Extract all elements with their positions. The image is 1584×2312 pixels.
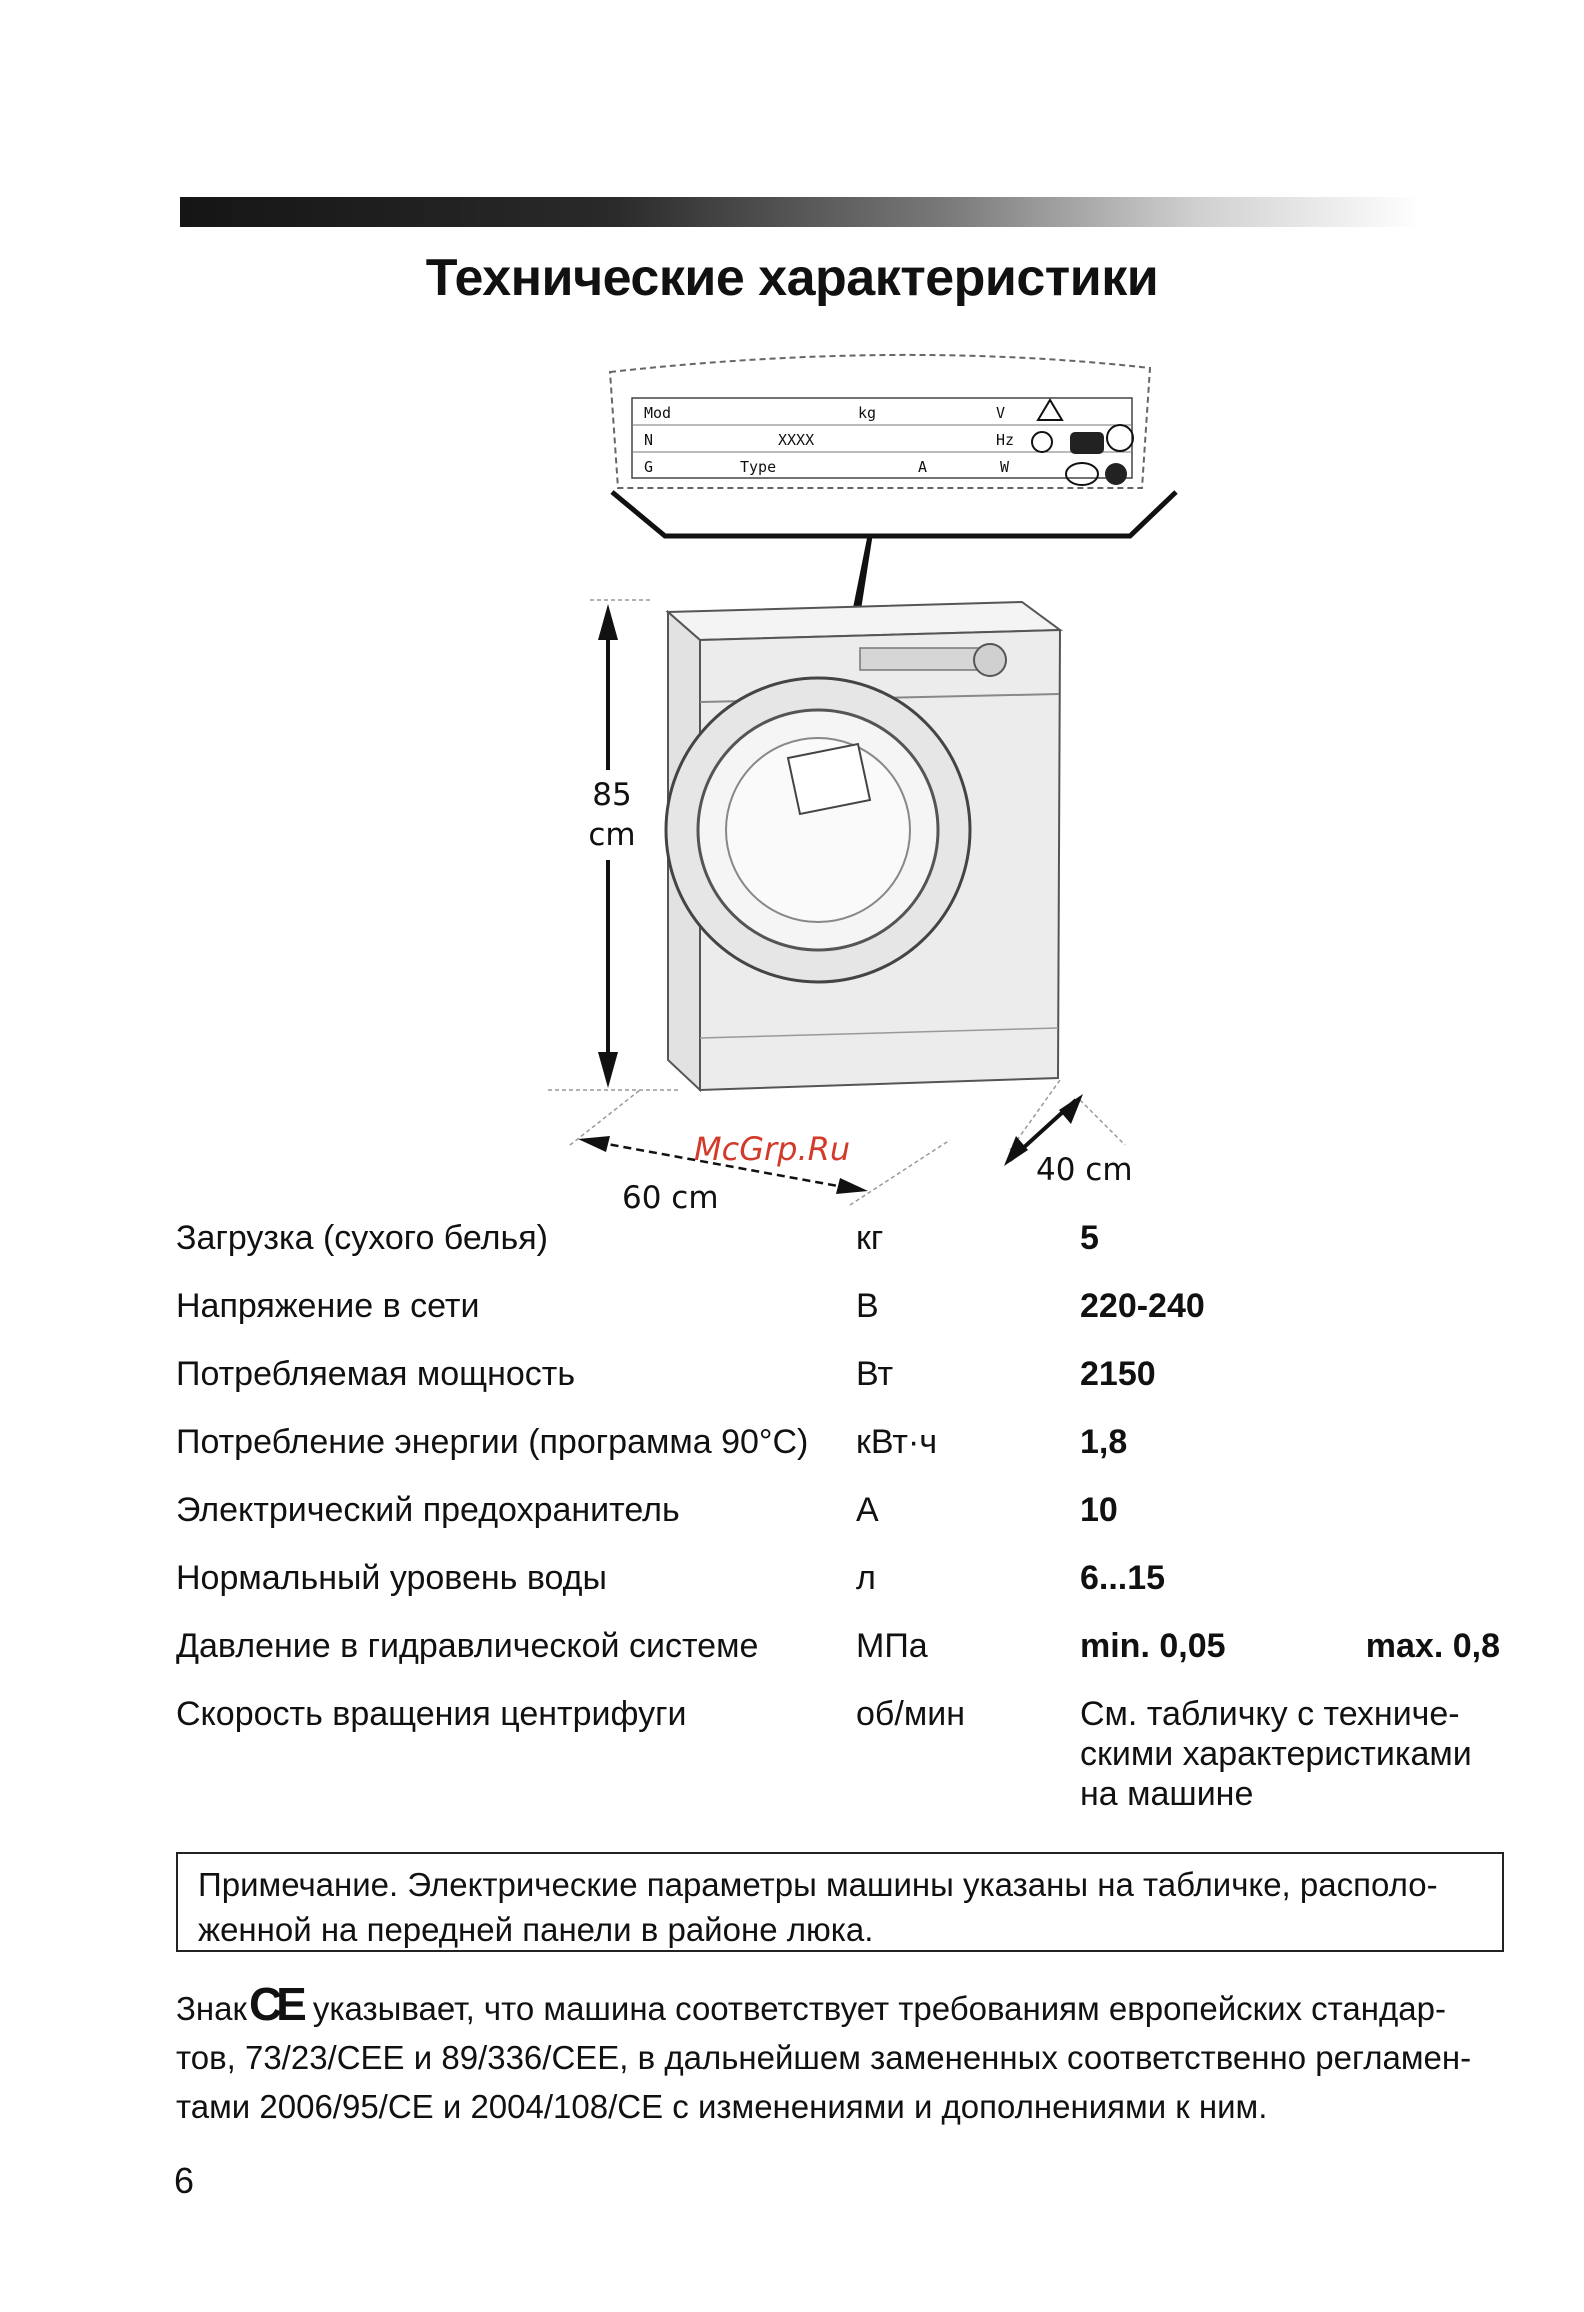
depth-label: 40 cm	[1036, 1152, 1133, 1188]
param-label: Электрический предохранитель	[176, 1491, 680, 1529]
page-number: 6	[174, 2160, 195, 2201]
unit-label: кг	[856, 1219, 884, 1257]
depth-dimension	[1004, 1080, 1133, 1188]
value-note	[1080, 1694, 1500, 1814]
table-row	[176, 1626, 1500, 1694]
value: 220-240	[1080, 1287, 1205, 1325]
value-note-text: См. табличку с техниче- скими характеристиками на машине	[1080, 1695, 1472, 1813]
unit-label: об/мин	[856, 1695, 965, 1733]
plate-a: A	[918, 458, 928, 476]
note-text: Примечание. Электрические параметры машины указаны на табличке, располо- женной на передней панели в районе люка.	[198, 1866, 1438, 1948]
unit-label: л	[856, 1559, 876, 1597]
unit-label: МПа	[856, 1627, 928, 1665]
param-label: Скорость вращения центрифуги	[176, 1695, 687, 1733]
value-max: max. 0,8	[1365, 1627, 1500, 1665]
ce-statement	[176, 1980, 1516, 2131]
param-label: Нормальный уровень воды	[176, 1559, 607, 1597]
note-box	[176, 1852, 1504, 1952]
value: 6...15	[1080, 1559, 1166, 1597]
plate-dot-icon	[1105, 463, 1127, 485]
table-row	[176, 1694, 1500, 1814]
width-label: 60 cm	[622, 1180, 719, 1216]
plate-g: G	[644, 458, 654, 476]
height-unit: cm	[588, 817, 636, 853]
value-min: min. 0,05	[1080, 1627, 1226, 1665]
plate-n: N	[644, 431, 654, 449]
param-label: Давление в гидравлической системе	[176, 1627, 759, 1665]
washing-machine	[666, 602, 1060, 1090]
table-row	[176, 1422, 1500, 1490]
unit-label: Вт	[856, 1355, 894, 1393]
param-label: Потребляемая мощность	[176, 1355, 576, 1393]
height-dimension	[548, 600, 680, 1090]
unit-label: В	[856, 1287, 879, 1325]
height-value: 85	[592, 777, 632, 813]
plate-mod: Mod	[644, 404, 672, 422]
value: 5	[1080, 1219, 1099, 1257]
plate-hz: Hz	[996, 431, 1015, 449]
plate-w: W	[1000, 458, 1010, 476]
param-label: Загрузка (сухого белья)	[176, 1219, 548, 1257]
value: 1,8	[1080, 1423, 1128, 1461]
unit-label: кВт·ч	[856, 1423, 938, 1461]
plate-badge-icon	[1070, 432, 1104, 454]
value: 2150	[1080, 1355, 1156, 1393]
page-title: Технические характеристики	[425, 249, 1159, 307]
table-row	[176, 1286, 1500, 1354]
param-label: Напряжение в сети	[176, 1287, 480, 1325]
table-row	[176, 1558, 1500, 1626]
table-row	[176, 1354, 1500, 1422]
param-label: Потребление энергии (программа 90°С)	[176, 1423, 809, 1461]
rating-plate	[610, 355, 1150, 488]
plate-v: V	[996, 404, 1006, 422]
ce-text: указывает, что машина соответствует требованиям европейских стандар- тов, 73/23/CEE и 89/336/CEE, в дальнейшем замененных соответственно регламен- тами 2006/95/CE и 2004/108/CE с изменениями и дополнениями к ним.	[176, 1990, 1472, 2125]
plate-kg: kg	[858, 404, 877, 422]
table-row	[176, 1490, 1500, 1558]
specs-table	[176, 1218, 1500, 1814]
ce-prefix: Знак	[176, 1990, 247, 2027]
ce-mark-icon: CE	[248, 1978, 301, 2030]
unit-label: А	[856, 1491, 879, 1529]
plate-serial: XXXX	[778, 431, 815, 449]
watermark: McGrp.Ru	[694, 1130, 851, 1168]
table-row	[176, 1218, 1500, 1286]
value: 10	[1080, 1491, 1118, 1529]
plate-type: Type	[740, 458, 777, 476]
